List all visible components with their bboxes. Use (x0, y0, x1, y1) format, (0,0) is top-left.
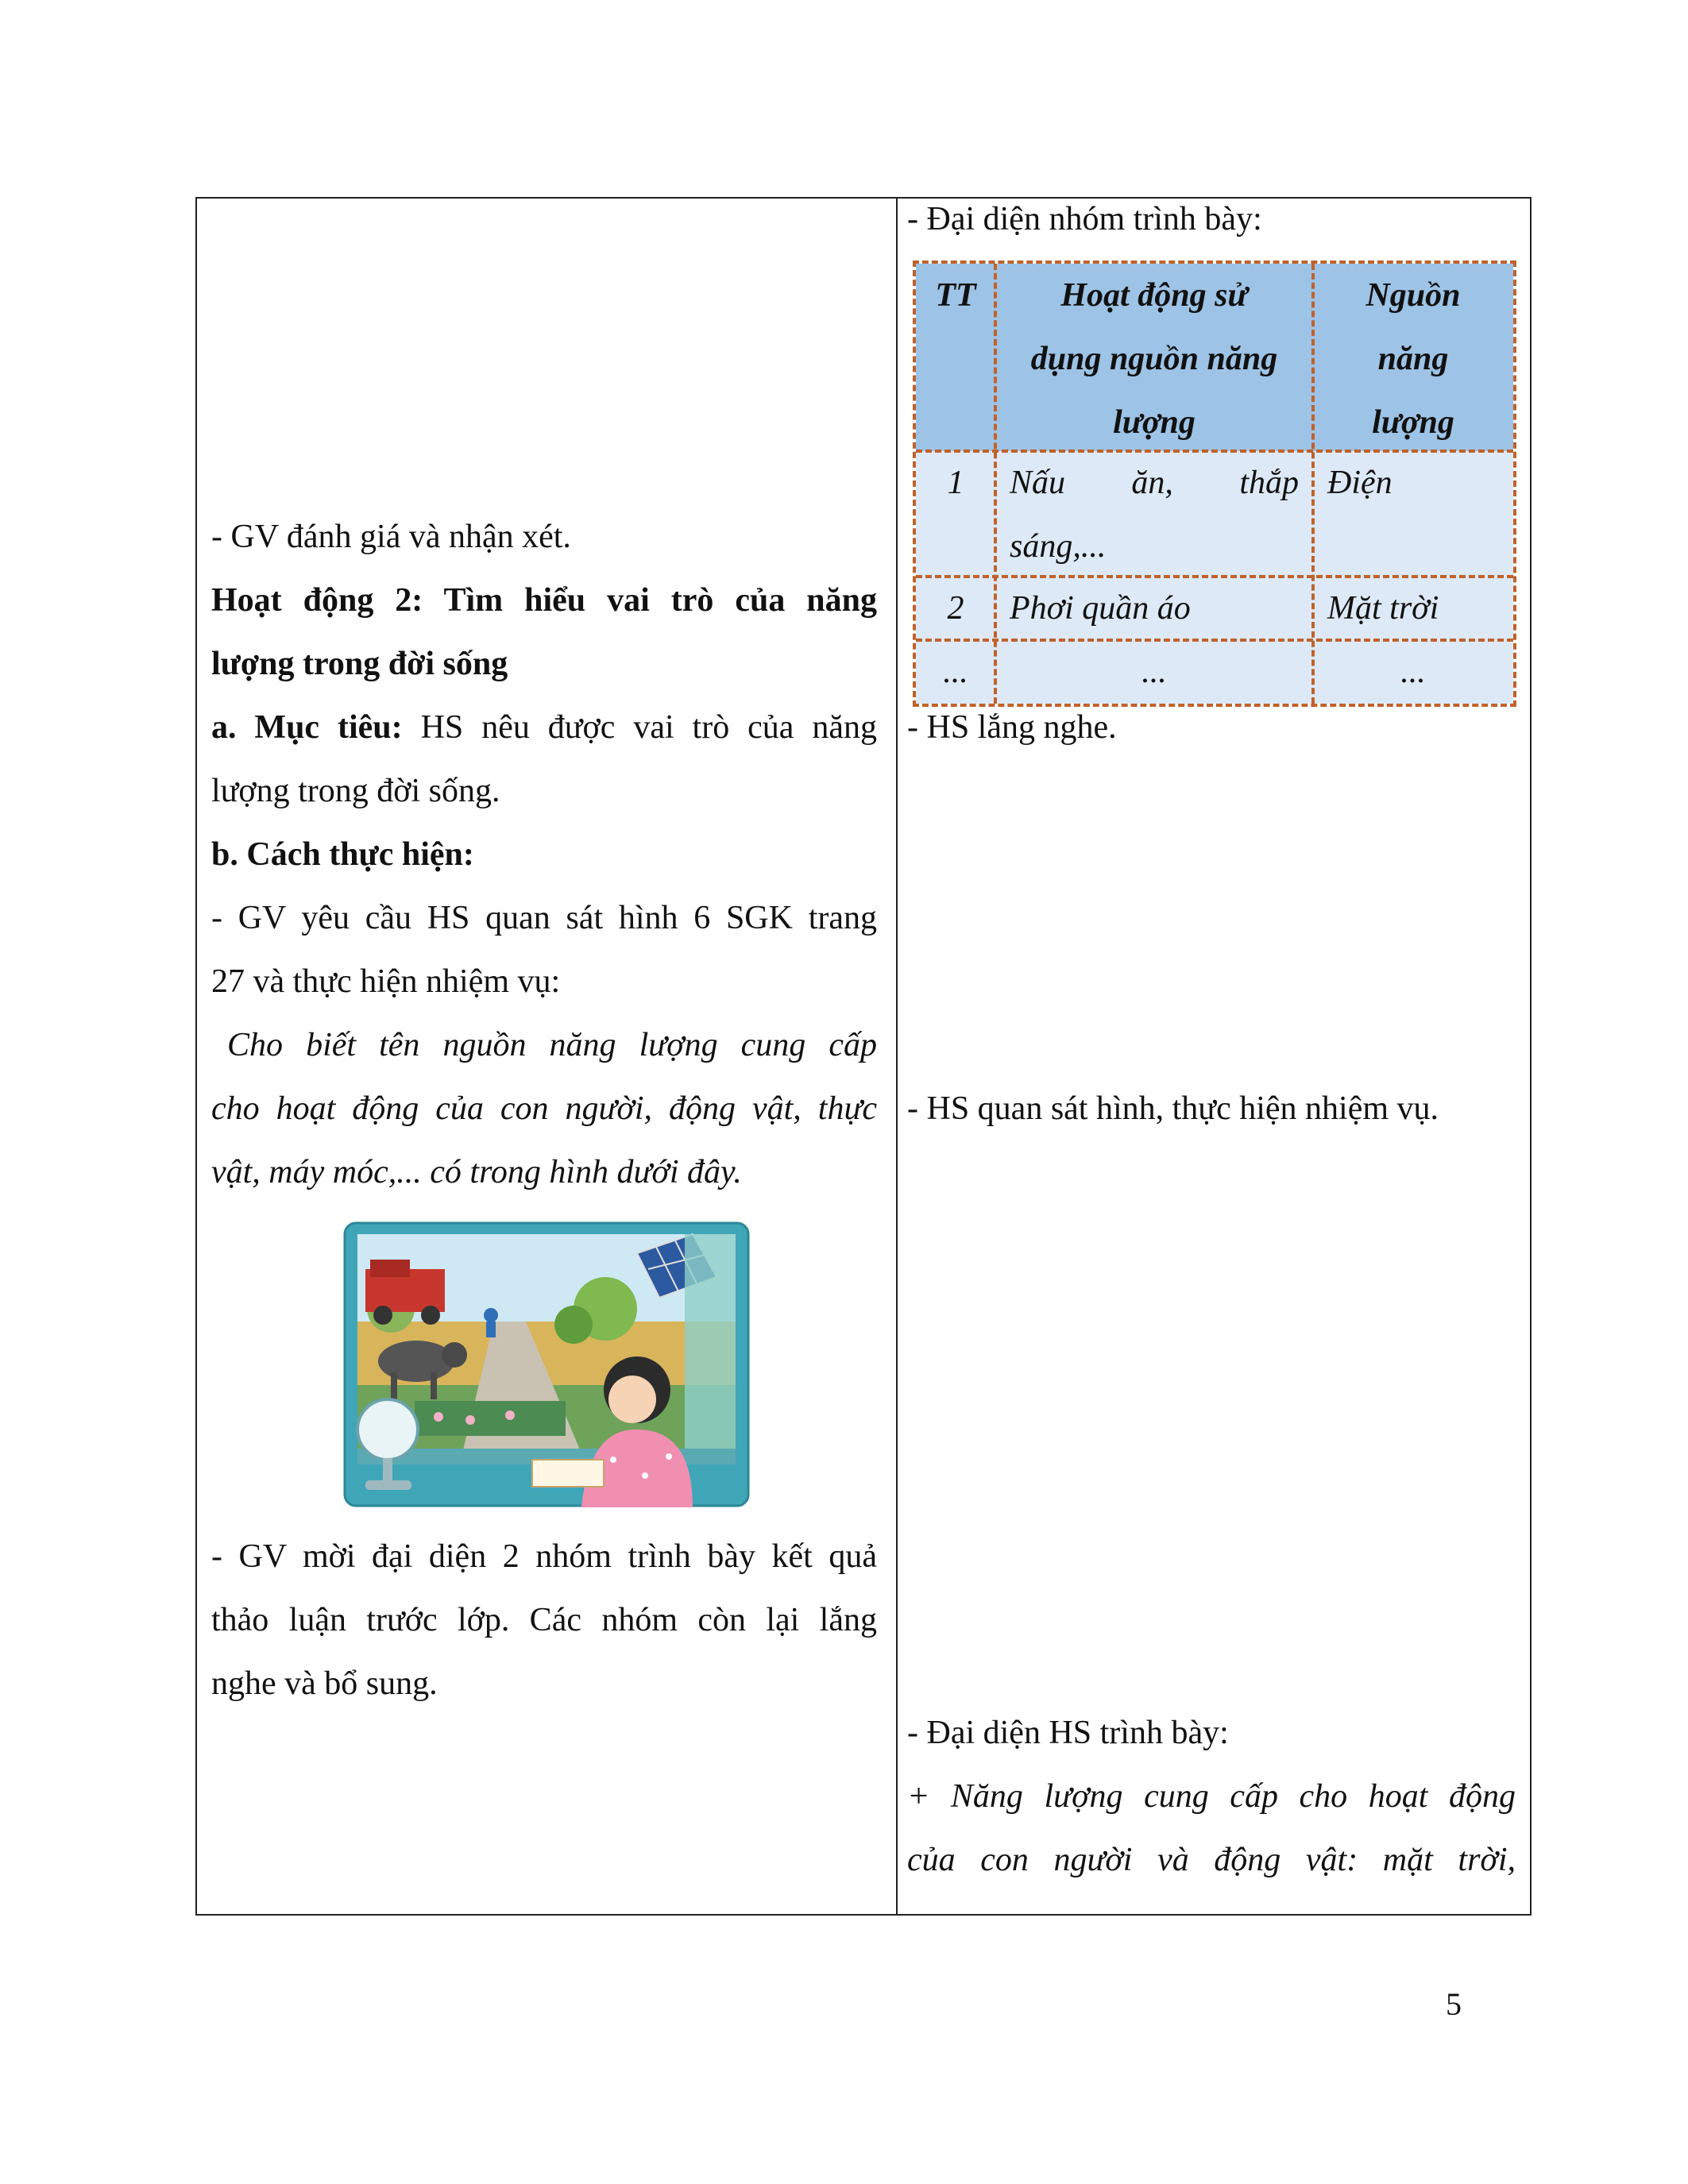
gv-request-line1: - GV yêu cầu HS quan sát hình 6 SGK trang (211, 900, 877, 936)
row3-tt: ... (916, 640, 995, 704)
hs-listen: - HS lắng nghe. (907, 709, 1117, 746)
row3-activity: ... (995, 640, 1313, 704)
objective-line1: a. Mục tiêu: HS nêu được vai trò của năng (211, 709, 877, 746)
group-present: - Đại diện nhóm trình bày: (907, 201, 1262, 237)
task-line3: vật, máy móc,... có trong hình dưới đây. (211, 1154, 742, 1190)
row2-source: Mặt trời (1313, 577, 1513, 640)
row3-source: ... (1313, 640, 1513, 704)
header-source: Nguồn năng lượng (1313, 264, 1513, 451)
table-vline-2 (1311, 264, 1315, 704)
row1-activity: Nấu ăn, thắp sáng,... (995, 451, 1313, 577)
row2-activity: Phơi quần áo (995, 577, 1313, 640)
hs-answer-line1: + Năng lượng cung cấp cho hoạt động (907, 1778, 1516, 1815)
illustration-energy-scene (343, 1221, 750, 1507)
gv-invite-line3: nghe và bổ sung. (211, 1665, 438, 1702)
hs-present: - Đại diện HS trình bày: (907, 1715, 1229, 1751)
table-hline-3 (916, 639, 1513, 642)
header-activity: Hoạt động sử dụng nguồn năng lượng (995, 264, 1313, 451)
row1-tt: 1 (916, 451, 995, 577)
objective-line2: lượng trong đời sống. (211, 773, 500, 809)
row1-source: Điện (1313, 451, 1513, 577)
table-hline-2 (916, 575, 1513, 578)
hs-observe: - HS quan sát hình, thực hiện nhiệm vụ. (907, 1090, 1439, 1127)
table-hline-1 (916, 450, 1513, 453)
row2-tt: 2 (916, 577, 995, 640)
column-divider (896, 199, 898, 1914)
activity-title-line2: lượng trong đời sống (211, 646, 508, 682)
gv-evaluate: - GV đánh giá và nhận xét. (211, 519, 571, 555)
electric-fan-icon (357, 1399, 418, 1460)
activity-title-line1: Hoạt động 2: Tìm hiểu vai trò của năng (211, 582, 877, 619)
header-tt: TT (916, 264, 995, 451)
gv-request-line2: 27 và thực hiện nhiệm vụ: (211, 963, 561, 1000)
page-number: 5 (1446, 1986, 1462, 2022)
hs-answer-line2: của con người và động vật: mặt trời, (907, 1842, 1516, 1878)
table-vline-1 (994, 264, 997, 704)
method-heading: b. Cách thực hiện: (211, 836, 474, 873)
buffalo-icon (378, 1341, 454, 1382)
task-line2: cho hoạt động của con người, động vật, thực (211, 1090, 877, 1127)
gv-invite-line1: - GV mời đại diện 2 nhóm trình bày kết quả (211, 1538, 877, 1575)
gv-invite-line2: thảo luận trước lớp. Các nhóm còn lại lắng (211, 1602, 877, 1638)
task-line1: Cho biết tên nguồn năng lượng cung cấp (227, 1027, 877, 1063)
energy-source-table (913, 260, 1516, 707)
